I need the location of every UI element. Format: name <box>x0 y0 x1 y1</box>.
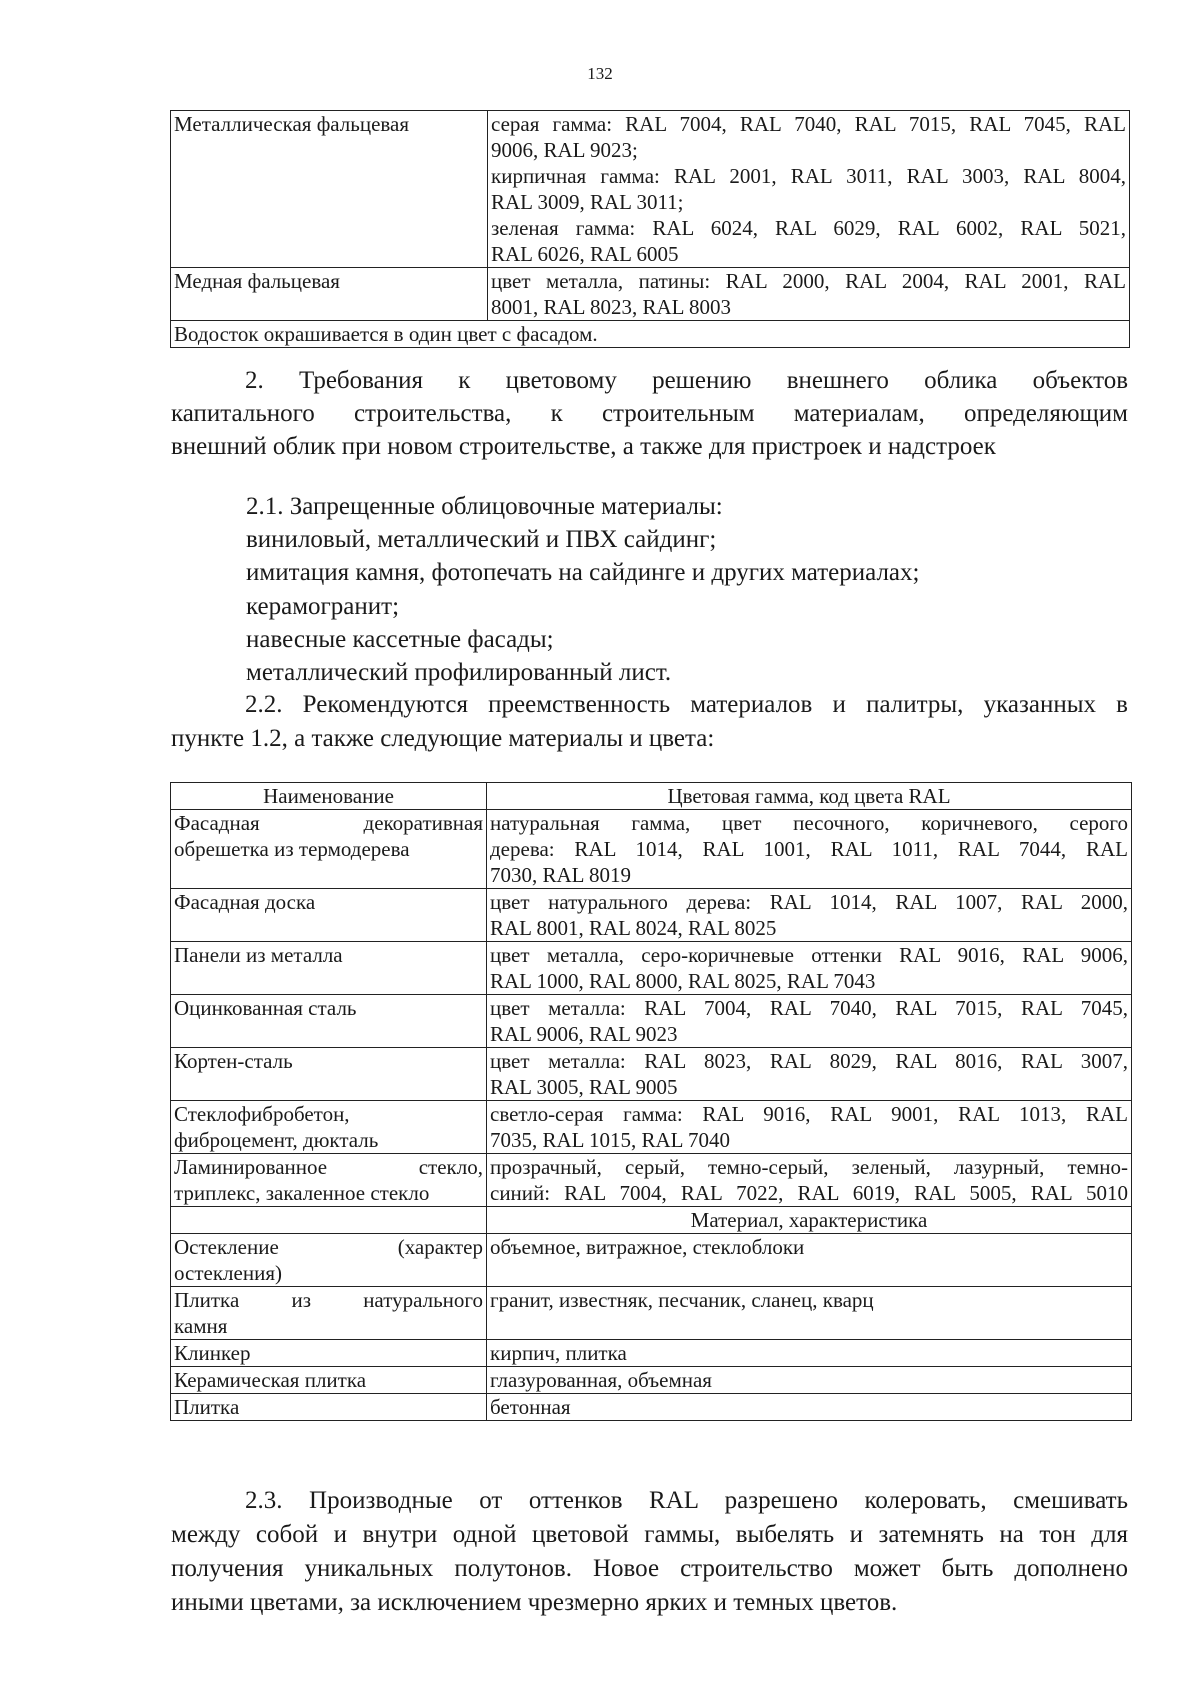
name-line: Оцинкованная сталь <box>174 996 357 1020</box>
table-row <box>171 1234 1132 1287</box>
characteristic-cell: глазурованная, объемная <box>487 1367 1132 1394</box>
table-row <box>171 1367 1132 1394</box>
paragraph-line: пункте 1.2, а также следующие материалы и цвета: <box>171 725 715 752</box>
table-row <box>171 1048 1132 1101</box>
material-name-cell <box>171 1287 487 1340</box>
color-line: кирпичная гамма: RAL 2001, RAL 3011, RAL 3003, RAL 8004, <box>491 164 1126 188</box>
roofing-colors-table <box>170 110 1130 348</box>
name-line: камня <box>174 1314 228 1338</box>
list-item: виниловый, металлический и ПВХ сайдинг; <box>246 526 717 554</box>
name-line: Плитка из натурального <box>174 1288 483 1312</box>
color-line: прозрачный, серый, темно-серый, зеленый, лазурный, темно- <box>490 1155 1128 1179</box>
table-subheader-row <box>171 1207 1132 1234</box>
paragraph-line: получения уникальных полутонов. Новое строительство может быть дополнено <box>171 1555 1128 1582</box>
color-line: RAL 3009, RAL 3011; <box>491 190 684 214</box>
material-name-cell <box>171 1101 487 1154</box>
characteristic-cell: бетонная <box>487 1394 1132 1421</box>
color-line: RAL 3005, RAL 9005 <box>490 1075 678 1099</box>
material-name-cell <box>171 1048 487 1101</box>
paragraph-line: 2.3. Производные от оттенков RAL разрешено колеровать, смешивать <box>245 1487 1128 1514</box>
list-item: металлический профилированный лист. <box>246 659 672 687</box>
empty-cell <box>171 1207 487 1234</box>
table-footer-note: Водосток окрашивается в один цвет с фасадом. <box>171 321 1130 348</box>
characteristic-cell: объемное, витражное, стеклоблоки <box>487 1234 1132 1287</box>
name-line: Клинкер <box>174 1341 251 1365</box>
material-name: Металлическая фальцевая <box>174 112 410 136</box>
list-item: имитация камня, фотопечать на сайдинге и других материалах; <box>246 559 920 587</box>
color-line: дерева: RAL 1014, RAL 1001, RAL 1011, RAL 7044, RAL <box>490 837 1128 861</box>
table-row <box>171 1101 1132 1154</box>
paragraph-line: иными цветами, за исключением чрезмерно ярких и темных цветов. <box>171 1589 898 1616</box>
material-name-cell <box>171 1234 487 1287</box>
color-line: светло-серая гамма: RAL 9016, RAL 9001, RAL 1013, RAL <box>490 1102 1128 1126</box>
name-line: остекления) <box>174 1261 282 1285</box>
table-row <box>171 111 1130 268</box>
color-line: цвет металла, серо-коричневые оттенки RAL 9016, RAL 9006, <box>490 943 1128 967</box>
table-row <box>171 889 1132 942</box>
table-row <box>171 942 1132 995</box>
section-2-2 <box>171 688 1128 756</box>
material-name-cell <box>171 268 488 321</box>
material-name-cell <box>171 995 487 1048</box>
material-name-cell <box>171 889 487 942</box>
table-row <box>171 1154 1132 1207</box>
name-line: Остекление (характер <box>174 1235 483 1259</box>
table-row <box>171 1340 1132 1367</box>
color-line: цвет металла: RAL 7004, RAL 7040, RAL 7015, RAL 7045, <box>490 996 1128 1020</box>
color-line: цвет натурального дерева: RAL 1014, RAL 1007, RAL 2000, <box>490 890 1128 914</box>
material-name-cell <box>171 1154 487 1207</box>
color-line: 7035, RAL 1015, RAL 7040 <box>490 1128 730 1152</box>
list-item: керамогранит; <box>246 592 400 620</box>
name-line: Керамическая плитка <box>174 1368 367 1392</box>
section-title: 2.1. Запрещенные облицовочные материалы: <box>246 493 723 520</box>
material-name-cell <box>171 942 487 995</box>
heading-line: капитального строительства, к строительным материалам, определяющим <box>171 400 1128 427</box>
color-line: RAL 8001, RAL 8024, RAL 8025 <box>490 916 777 940</box>
material-name-cell <box>171 1367 487 1394</box>
color-range-cell <box>487 995 1132 1048</box>
column-header: Цветовая гамма, код цвета RAL <box>487 783 1132 810</box>
column-subheader: Материал, характеристика <box>487 1207 1132 1234</box>
table-footer-row <box>171 321 1130 348</box>
name-line: обрешетка из термодерева <box>174 837 410 861</box>
color-line: серая гамма: RAL 7004, RAL 7040, RAL 7015, RAL 7045, RAL <box>491 112 1126 136</box>
name-line: Фасадная доска <box>174 890 316 914</box>
paragraph-line: между собой и внутри одной цветовой гаммы, выбелять и затемнять на тон для <box>171 1521 1128 1548</box>
color-line: RAL 1000, RAL 8000, RAL 8025, RAL 7043 <box>490 969 876 993</box>
material-name-cell <box>171 111 488 268</box>
name-line: Плитка <box>174 1395 240 1419</box>
paragraph-line: 2.2. Рекомендуются преемственность материалов и палитры, указанных в <box>245 691 1128 718</box>
section-2-1 <box>246 490 1146 689</box>
page-number: 132 <box>587 64 613 83</box>
table-row <box>171 810 1132 889</box>
material-name: Медная фальцевая <box>174 269 340 293</box>
table-row <box>171 1394 1132 1421</box>
material-name-cell <box>171 810 487 889</box>
material-name-cell <box>171 1394 487 1421</box>
color-range-cell <box>488 268 1130 321</box>
color-range-cell <box>487 1154 1132 1207</box>
color-range-cell <box>487 942 1132 995</box>
name-line: Панели из металла <box>174 943 343 967</box>
color-line: 9006, RAL 9023; <box>491 138 638 162</box>
color-range-cell <box>487 810 1132 889</box>
color-range-cell <box>487 1048 1132 1101</box>
name-line: фиброцемент, дюкталь <box>174 1128 379 1152</box>
color-range-cell <box>487 889 1132 942</box>
color-line: 8001, RAL 8023, RAL 8003 <box>491 295 731 319</box>
column-header: Наименование <box>171 783 487 810</box>
characteristic-cell: гранит, известняк, песчаник, сланец, кварц <box>487 1287 1132 1340</box>
color-line: натуральная гамма, цвет песочного, коричневого, серого <box>490 811 1128 835</box>
material-name-cell <box>171 1340 487 1367</box>
table-header-row <box>171 783 1132 810</box>
name-line: Ламинированное стекло, <box>174 1155 483 1179</box>
color-line: RAL 9006, RAL 9023 <box>490 1022 678 1046</box>
color-line: 7030, RAL 8019 <box>490 863 631 887</box>
section-2-heading <box>171 364 1128 463</box>
table-row <box>171 1287 1132 1340</box>
table-row <box>171 995 1132 1048</box>
color-line: синий: RAL 7004, RAL 7022, RAL 6019, RAL 5005, RAL 5010 <box>490 1181 1128 1205</box>
characteristic-cell: кирпич, плитка <box>487 1340 1132 1367</box>
section-2-3 <box>171 1484 1128 1620</box>
color-line: цвет металла: RAL 8023, RAL 8029, RAL 8016, RAL 3007, <box>490 1049 1128 1073</box>
color-range-cell <box>487 1101 1132 1154</box>
name-line: триплекс, закаленное стекло <box>174 1181 430 1205</box>
name-line: Стеклофибробетон, <box>174 1102 350 1126</box>
materials-colors-table <box>170 782 1132 1421</box>
heading-line: 2. Требования к цветовому решению внешнего облика объектов <box>245 367 1128 394</box>
heading-line: внешний облик при новом строительстве, а также для пристроек и надстроек <box>171 433 996 460</box>
color-line: зеленая гамма: RAL 6024, RAL 6029, RAL 6002, RAL 5021, <box>491 216 1126 240</box>
color-line: цвет металла, патины: RAL 2000, RAL 2004, RAL 2001, RAL <box>491 269 1126 293</box>
name-line: Кортен-сталь <box>174 1049 293 1073</box>
list-item: навесные кассетные фасады; <box>246 625 554 653</box>
table-row <box>171 268 1130 321</box>
color-range-cell <box>488 111 1130 268</box>
color-line: RAL 6026, RAL 6005 <box>491 242 679 266</box>
name-line: Фасадная декоративная <box>174 811 483 835</box>
